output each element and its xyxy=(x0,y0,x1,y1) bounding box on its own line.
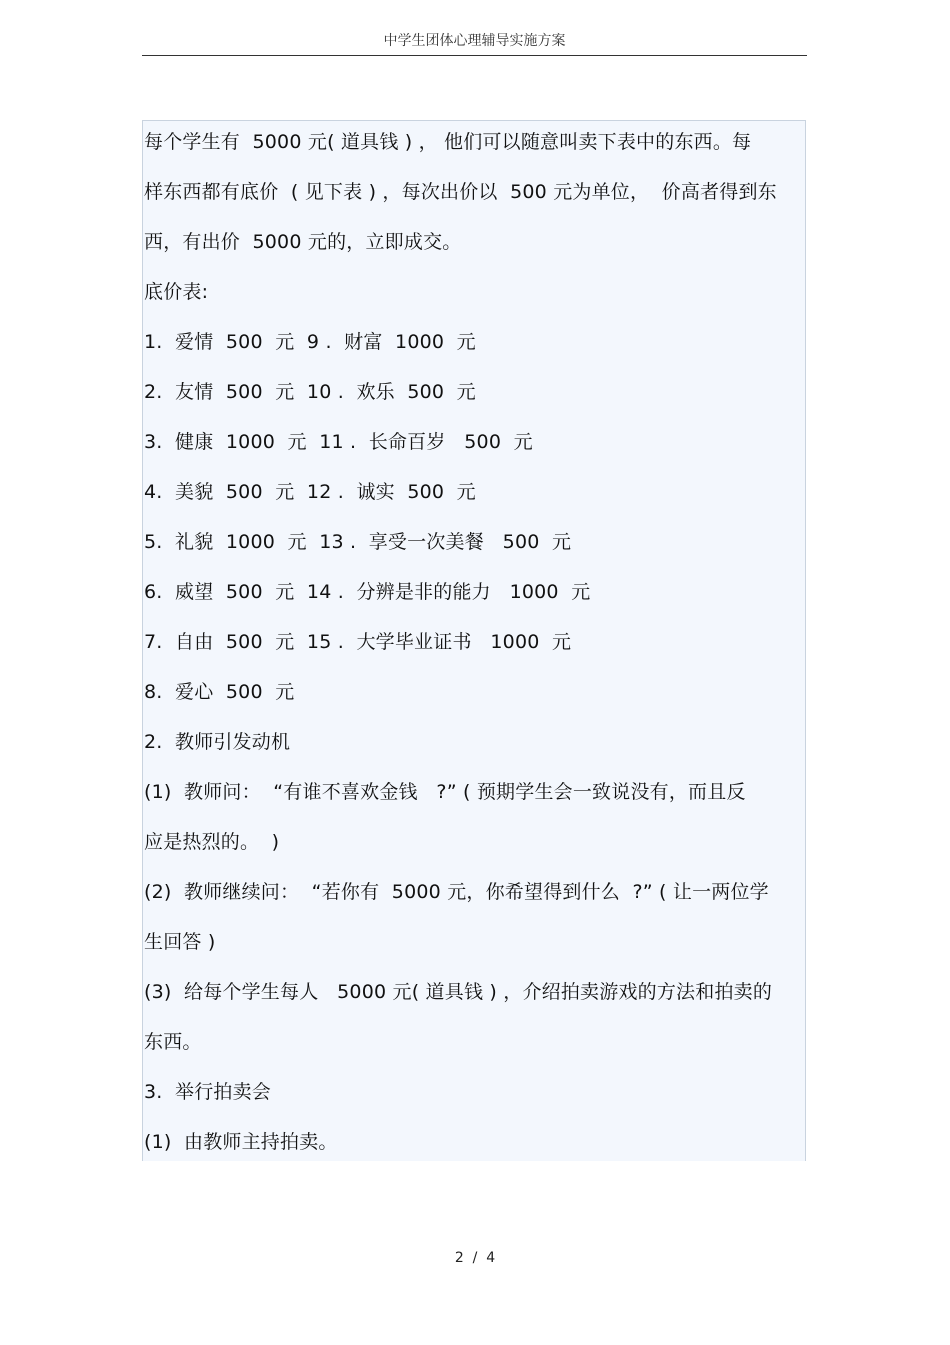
page-header-title: 中学生团体心理辅导实施方案 xyxy=(383,33,566,49)
price-list-item: 7. 自由 500 元 15 . 大学毕业证书 1000 元 xyxy=(144,631,572,653)
price-list-item: 8. 爱心 500 元 xyxy=(144,681,295,703)
text-line: 生回答 ) xyxy=(144,931,216,953)
body-text xyxy=(144,117,806,1167)
text-line: 东西。 xyxy=(144,1031,202,1053)
price-list-item: 1. 爱情 500 元 9 . 财富 1000 元 xyxy=(144,331,476,353)
text-line: 样东西都有底价 ( 见下表 ) ，每次出价以 500 元为单位， 价高者得到东 xyxy=(144,181,777,203)
text-line: 应是热烈的。 ) xyxy=(144,831,280,853)
price-list-item: 4. 美貌 500 元 12 . 诚实 500 元 xyxy=(144,481,476,503)
section-heading: 2. 教师引发动机 xyxy=(144,731,291,753)
price-list-item: 2. 友情 500 元 10 . 欢乐 500 元 xyxy=(144,381,476,403)
text-line: (1) 由教师主持拍卖。 xyxy=(144,1131,338,1153)
page-number: 2 / 4 xyxy=(454,1250,496,1266)
text-line: (3) 给每个学生每人 5000 元( 道具钱 ) ，介绍拍卖游戏的方法和拍卖的 xyxy=(144,981,773,1003)
text-line: (1) 教师问： “有谁不喜欢金钱 ?” ( 预期学生会一致说没有，而且反 xyxy=(144,781,746,803)
text-line: 西，有出价 5000 元的，立即成交。 xyxy=(144,231,462,253)
text-line: 底价表: xyxy=(144,281,209,303)
text-line: 每个学生有 5000 元( 道具钱 ) ， 他们可以随意叫卖下表中的东西。每 xyxy=(144,131,752,153)
header-divider xyxy=(142,55,807,56)
section-heading: 3. 举行拍卖会 xyxy=(144,1081,272,1103)
price-list-item: 6. 威望 500 元 14 . 分辨是非的能力 1000 元 xyxy=(144,581,591,603)
text-line: (2) 教师继续问： “若你有 5000 元，你希望得到什么 ?” ( 让一两位学 xyxy=(144,881,769,903)
price-list-item: 5. 礼貌 1000 元 13 . 享受一次美餐 500 元 xyxy=(144,531,572,553)
price-list-item: 3. 健康 1000 元 11 . 长命百岁 500 元 xyxy=(144,431,533,453)
